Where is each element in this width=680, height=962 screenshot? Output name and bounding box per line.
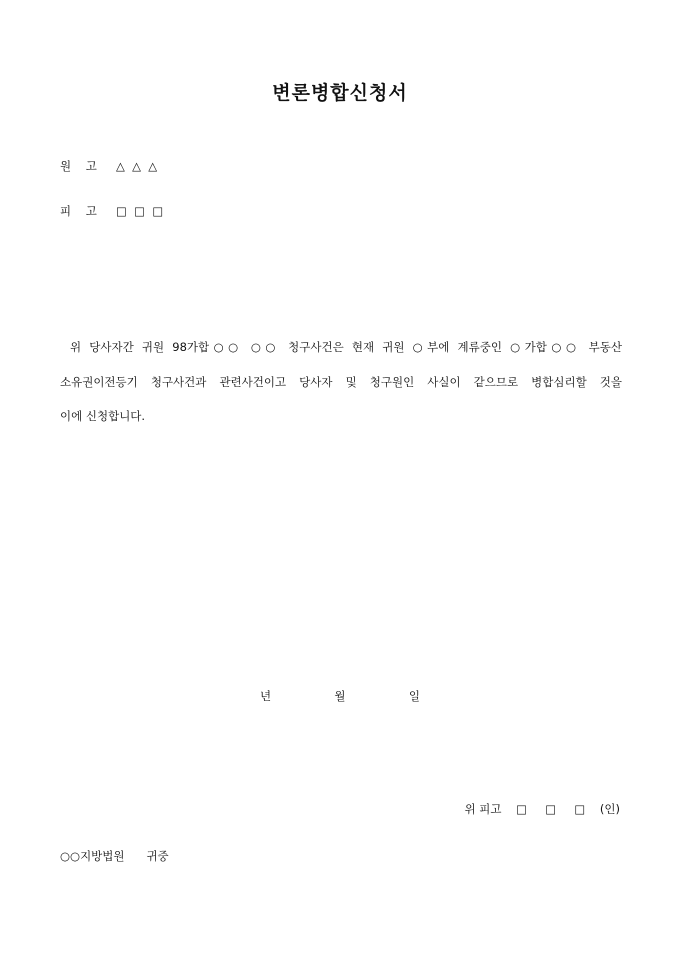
date-line: 년 월 일 [260, 689, 420, 703]
defendant-label: 피 고 [60, 204, 97, 218]
defendant-row [60, 203, 163, 219]
signature-line: 위 피고 □ □ □ (인) [464, 802, 620, 816]
defendant-name: □ □ □ [116, 204, 164, 218]
plaintiff-name: △ △ △ [116, 159, 158, 173]
body-line-2: 소유권이전등기 청구사건과 관련사건이고 당사자 및 청구원인 사실이 같으므로 병합심리할 것을 [60, 375, 622, 389]
plaintiff-row [60, 158, 157, 174]
plaintiff-label: 원 고 [60, 159, 97, 173]
court-addressee: ○○지방법원 귀중 [60, 849, 169, 863]
body-line-1: 위 당사자간 귀원 98가합○○ ○○ 청구사건은 현재 귀원 ○부에 계류중인 ○가합○○ 부동산 [70, 340, 622, 354]
body-line-3: 이에 신청합니다. [60, 409, 146, 423]
document-title: 변론병합신청서 [272, 82, 408, 104]
